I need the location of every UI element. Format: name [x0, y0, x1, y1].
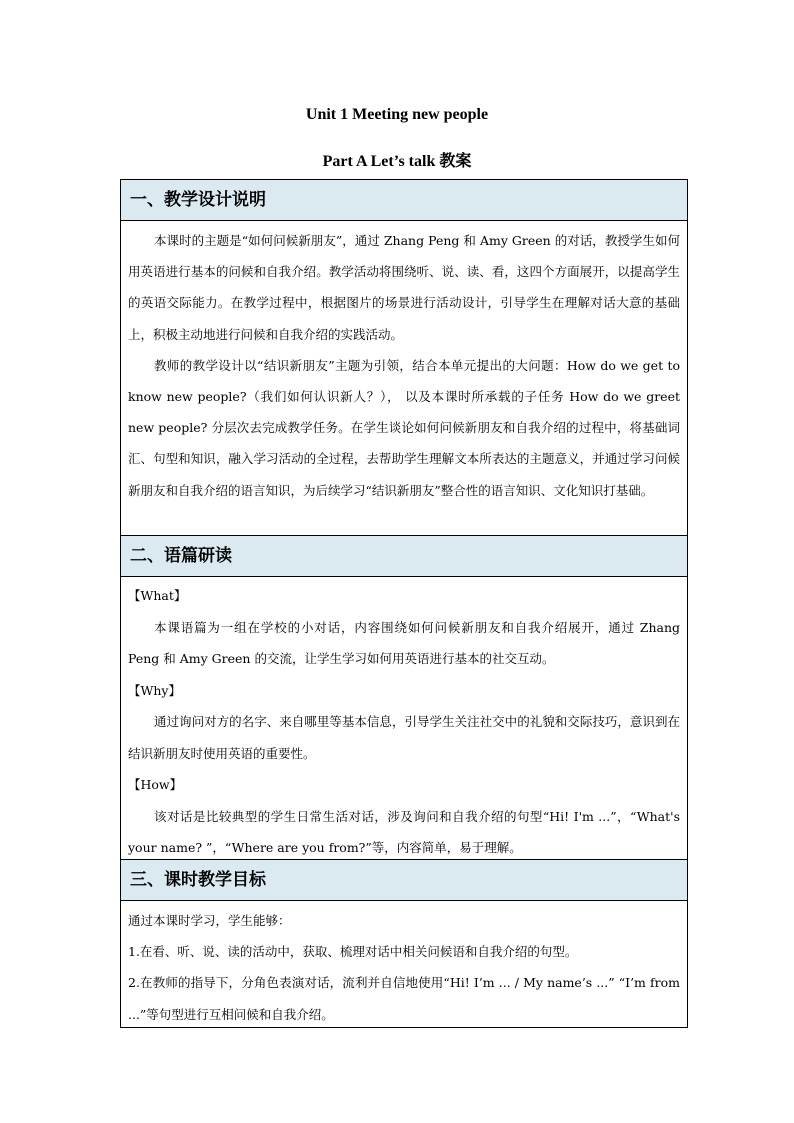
document-title: Unit 1 Meeting new people [305, 106, 489, 123]
why-label: 【Why】 [128, 682, 181, 698]
how-text: 该对话是比较典型的学生日常生活对话，涉及询问和自我介绍的句型“Hi! I'm ...”，“What's your name? ”，“Where are you from?”等，内容简单，易于理解。 [128, 808, 680, 855]
section-heading: 二、语篇研读 [121, 536, 687, 577]
objective-item: 2.在教师的指导下，分角色表演对话，流利并自信地使用“Hi! I’m ... / My name’s ...” “I’m from ...”等句型进行互相问候和自我介绍。 [128, 975, 680, 1022]
why-text: 通过询问对方的名字、来自哪里等基本信息，引导学生关注社交中的礼貌和交际技巧，意识到在结识新朋友时使用英语的重要性。 [128, 714, 680, 761]
section-body [121, 577, 687, 859]
what-label: 【What】 [128, 588, 187, 603]
document-subtitle: Part A Let’s talk 教案 [322, 153, 472, 170]
objective-item: 1.在看、听、说、读的活动中，获取、梳理对话中相关问候语和自我介绍的句型。 [128, 944, 578, 960]
section-body [121, 901, 687, 1027]
paragraph: 本课时的主题是“如何问候新朋友”，通过 Zhang Peng 和 Amy Green 的对话，教授学生如何用英语进行基本的问候和自我介绍。教学活动将围绕听、说、读、看，这四个方面展开，以提高学生的英语交际能力。在教学过程中，根据图片的场景进行活动设计，引导学生在理解对话大意的基础上，积极主动地进行问候和自我介绍的实践活动。 [128, 233, 680, 342]
section-heading: 一、教学设计说明 [121, 180, 687, 221]
what-text: 本课语篇为一组在学校的小对话，内容围绕如何问候新朋友和自我介绍展开，通过 Zhang Peng 和 Amy Green 的交流，让学生学习如何用英语进行基本的社交互动。 [128, 619, 680, 666]
section-body [121, 221, 687, 535]
section-objectives [121, 860, 687, 1027]
objectives-intro: 通过本课时学习，学生能够： [128, 913, 291, 928]
paragraph: 教师的教学设计以“结识新朋友”主题为引领，结合本单元提出的大问题：How do we get to know new people?（我们如何认识新人？）， 以及本课时所承载的子任务 How do we greet new people? 分层次去完成教学任务。在学生谈论如何问候新朋友和自我介绍的过程中，将基础词汇、句型和知识，融入学习活动的全过程，去帮助学生理解文本所表达的主题意义，并通过学习问候新朋友和自我介绍的语言知识，为后续学习“结识新朋友”整合性的语言知识、文化知识打基础。 [128, 357, 680, 498]
section-text-analysis [121, 536, 687, 860]
lesson-plan-table [120, 179, 688, 1028]
section-heading: 三、课时教学目标 [121, 860, 687, 901]
how-label: 【How】 [128, 777, 183, 792]
section-design-notes [121, 180, 687, 536]
